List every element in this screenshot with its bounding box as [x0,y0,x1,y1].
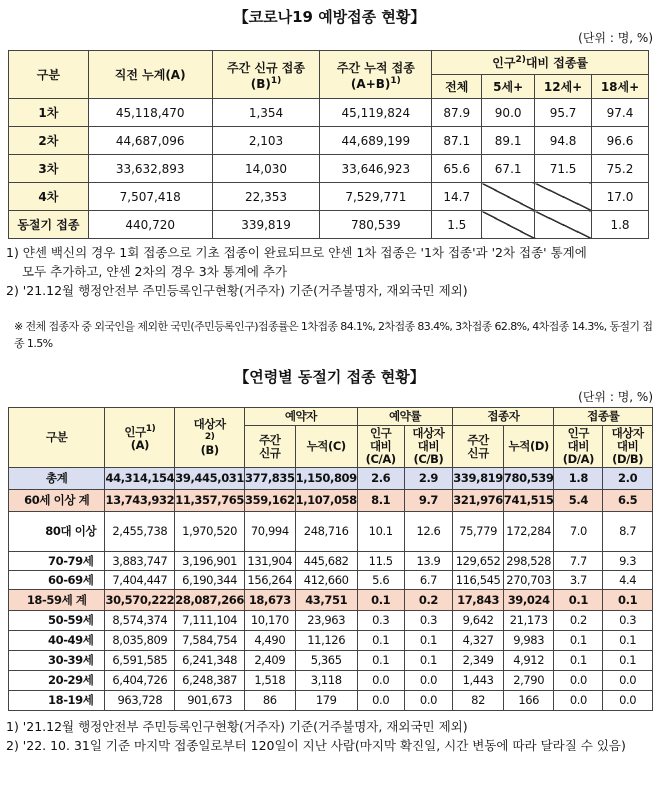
col-header-cum-d: 누적(D) [503,426,554,468]
cell-cum: 33,646,923 [320,155,432,183]
cell-prev: 33,632,893 [88,155,212,183]
cell-5plus: 90.0 [482,99,535,127]
cell-cb: 13.9 [404,552,453,571]
cell-vac-cum: 172,284 [503,512,554,552]
cell-res-weekly: 86 [245,691,296,711]
cell-all: 65.6 [432,155,482,183]
row-label: 1차 [9,99,89,127]
cell-target: 7,584,754 [175,631,245,651]
cell-da: 7.7 [554,552,603,571]
cell-ca: 0.3 [357,611,404,631]
cell-res-weekly: 18,673 [245,590,296,611]
cell-db: 4.4 [603,571,653,590]
unit-label-1: (단위 : 명, %) [578,31,653,45]
cell-pop: 963,728 [105,691,175,711]
col-header-da: 인구 대비 (D/A) [554,426,603,468]
col-header-target: 대상자 2) (B) [175,408,245,468]
table-row [9,127,649,155]
table-row [9,671,653,691]
cell-res-cum: 445,682 [295,552,357,571]
empty-diagonal-cell [482,211,535,239]
cell-vac-weekly: 9,642 [453,611,504,631]
cell-new: 339,819 [212,211,320,239]
cell-all: 1.5 [432,211,482,239]
table-row [9,631,653,651]
col-header-weekly-new-vac: 주간 신규 [453,426,504,468]
table-row [9,512,653,552]
footnotes-2 [0,717,659,755]
cell-cb: 9.7 [404,490,453,512]
row-label: 동절기 접종 [9,211,89,239]
cell-all: 87.9 [432,99,482,127]
row-label: 40-49세 [9,631,105,651]
cell-18plus: 97.4 [592,99,649,127]
cell-da: 0.1 [554,651,603,671]
col-header-weekly-cum: 주간 누적 접종 $(A+B)^{1)}$ [320,51,432,99]
cell-vac-weekly: 129,652 [453,552,504,571]
row-label: 총계 [9,468,105,490]
citizen-rate-note: ※ 전체 접종자 중 외국인을 제외한 국민(주민등록인구)접종률은 1차접종 84.1%, 2차접종 83.4%, 3차접종 62.8%, 4차접종 14.3%, 동절기 접종 1.5% [14,320,653,350]
cell-target: 11,357,765 [175,490,245,512]
cell-cb: 0.0 [404,671,453,691]
footnote: 1) 얀센 백신의 경우 1회 접종으로 기초 접종이 완료되므로 얀센 1차 접종은 '1차 접종'과 '2차 접종' 통계에 [6,245,587,260]
cell-vac-weekly: 17,843 [453,590,504,611]
col-header-total: 전체 [432,75,482,99]
col-header-weekly-new: 주간 신규 접종 $(B)^{1)}$ [212,51,320,99]
cell-ca: 8.1 [357,490,404,512]
cell-new: 2,103 [212,127,320,155]
cell-vac-weekly: 1,443 [453,671,504,691]
cell-db: 8.7 [603,512,653,552]
cell-res-weekly: 156,264 [245,571,296,590]
cell-res-cum: 1,107,058 [295,490,357,512]
footnote: 2) '21.12월 행정안전부 주민등록인구현황(거주자) 기준(거주불명자, 재외국민 제외) [6,283,468,298]
col-header-vaccination-rate: 접종률 [554,408,653,426]
col-header-db: 대상자 대비 (D/B) [603,426,653,468]
cell-target: 3,196,901 [175,552,245,571]
cell-res-cum: 248,716 [295,512,357,552]
row-label: 3차 [9,155,89,183]
cell-ca: 0.1 [357,651,404,671]
cell-db: 0.3 [603,611,653,631]
footnotes-1 [0,243,659,300]
page-title-2: 【연령별 동절기 접종 현황】 [234,368,425,386]
cell-cb: 0.2 [404,590,453,611]
cell-12plus: 94.8 [535,127,592,155]
cell-pop: 44,314,154 [105,468,175,490]
cell-vac-weekly: 116,545 [453,571,504,590]
cell-cum: 44,689,199 [320,127,432,155]
cell-new: 14,030 [212,155,320,183]
cell-ca: 0.1 [357,631,404,651]
cell-all: 14.7 [432,183,482,211]
cell-prev: 45,118,470 [88,99,212,127]
cell-ca: 0.0 [357,691,404,711]
cell-pop: 8,035,809 [105,631,175,651]
cell-db: 0.0 [603,671,653,691]
col-header-population: 인구$^{1)}$ (A) [105,408,175,468]
col-header-cb: 대상자 대비 (C/B) [404,426,453,468]
cell-db: 0.1 [603,590,653,611]
cell-target: 6,248,387 [175,671,245,691]
empty-diagonal-cell [535,211,592,239]
col-header-reservation-rate: 예약률 [357,408,453,426]
cell-prev: 440,720 [88,211,212,239]
cell-vac-weekly: 339,819 [453,468,504,490]
cell-cb: 12.6 [404,512,453,552]
cell-res-cum: 43,751 [295,590,357,611]
footnote: 2) '22. 10. 31일 기준 마지막 접종일로부터 120일이 지난 사람(마지막 확진일, 시간 변동에 따라 달라질 수 있음) [6,738,626,753]
row-label: 2차 [9,127,89,155]
cell-target: 1,970,520 [175,512,245,552]
table-row [9,611,653,631]
row-label: 18-19세 [9,691,105,711]
cell-res-weekly: 359,162 [245,490,296,512]
cell-vac-cum: 298,528 [503,552,554,571]
table-row [9,99,649,127]
cell-pop: 13,743,932 [105,490,175,512]
cell-prev: 7,507,418 [88,183,212,211]
cell-da: 0.1 [554,590,603,611]
cell-vac-cum: 166 [503,691,554,711]
cell-all: 87.1 [432,127,482,155]
cell-target: 28,087,266 [175,590,245,611]
empty-diagonal-cell [482,183,535,211]
cell-vac-weekly: 321,976 [453,490,504,512]
row-label: 80대 이상 [9,512,105,552]
cell-res-cum: 23,963 [295,611,357,631]
cell-db: 0.1 [603,651,653,671]
page-title-1: 【코로나19 예방접종 현황】 [233,8,426,26]
unit-label-2: (단위 : 명, %) [578,390,653,404]
cell-pop: 3,883,747 [105,552,175,571]
row-label: 4차 [9,183,89,211]
cell-da: 5.4 [554,490,603,512]
cell-vac-cum: 21,173 [503,611,554,631]
cell-db: 2.0 [603,468,653,490]
cell-res-weekly: 1,518 [245,671,296,691]
row-label: 30-39세 [9,651,105,671]
cell-pop: 6,404,726 [105,671,175,691]
col-header-gubun: 구분 [9,51,89,99]
table-row-group [9,490,653,512]
cell-da: 0.2 [554,611,603,631]
cell-18plus: 96.6 [592,127,649,155]
table-row [9,183,649,211]
cell-res-cum: 412,660 [295,571,357,590]
cell-cb: 0.1 [404,651,453,671]
cell-res-cum: 3,118 [295,671,357,691]
vaccination-status-table [8,50,649,239]
cell-res-cum: 11,126 [295,631,357,651]
cell-target: 901,673 [175,691,245,711]
cell-res-weekly: 4,490 [245,631,296,651]
cell-res-cum: 179 [295,691,357,711]
col-header-vaccinated: 접종자 [453,408,554,426]
cell-target: 39,445,031 [175,468,245,490]
cell-da: 3.7 [554,571,603,590]
row-label: 70-79세 [9,552,105,571]
cell-vac-cum: 9,983 [503,631,554,651]
col-header-18plus: 18세+ [592,75,649,99]
cell-18plus: 1.8 [592,211,649,239]
table-row [9,651,653,671]
table-row [9,155,649,183]
cell-ca: 2.6 [357,468,404,490]
cell-cb: 0.1 [404,631,453,651]
col-header-5plus: 5세+ [482,75,535,99]
cell-vac-cum: 780,539 [503,468,554,490]
col-header-prev-total: 직전 누계(A) [88,51,212,99]
table-row-group [9,590,653,611]
cell-pop: 6,591,585 [105,651,175,671]
col-header-weekly-new-res: 주간 신규 [245,426,296,468]
col-header-gubun: 구분 [9,408,105,468]
cell-5plus: 89.1 [482,127,535,155]
cell-res-weekly: 2,409 [245,651,296,671]
cell-vac-cum: 39,024 [503,590,554,611]
age-group-winter-table [8,407,653,711]
row-label: 50-59세 [9,611,105,631]
cell-res-weekly: 10,170 [245,611,296,631]
cell-vac-cum: 4,912 [503,651,554,671]
cell-new: 1,354 [212,99,320,127]
empty-diagonal-cell [535,183,592,211]
cell-pop: 30,570,222 [105,590,175,611]
cell-target: 6,190,344 [175,571,245,590]
row-label: 60세 이상 계 [9,490,105,512]
cell-target: 7,111,104 [175,611,245,631]
cell-18plus: 17.0 [592,183,649,211]
cell-5plus: 67.1 [482,155,535,183]
row-label: 60-69세 [9,571,105,590]
table-row [9,691,653,711]
cell-cum: 780,539 [320,211,432,239]
cell-cum: 7,529,771 [320,183,432,211]
cell-12plus: 71.5 [535,155,592,183]
cell-res-weekly: 377,835 [245,468,296,490]
cell-db: 0.0 [603,691,653,711]
cell-target: 6,241,348 [175,651,245,671]
cell-cb: 2.9 [404,468,453,490]
row-label: 20-29세 [9,671,105,691]
cell-vac-cum: 741,515 [503,490,554,512]
cell-ca: 5.6 [357,571,404,590]
table-row [9,211,649,239]
cell-ca: 0.0 [357,671,404,691]
cell-res-weekly: 70,994 [245,512,296,552]
cell-db: 0.1 [603,631,653,651]
cell-vac-weekly: 2,349 [453,651,504,671]
cell-da: 0.0 [554,691,603,711]
cell-vac-cum: 270,703 [503,571,554,590]
cell-vac-weekly: 82 [453,691,504,711]
cell-pop: 8,574,374 [105,611,175,631]
cell-pop: 2,455,738 [105,512,175,552]
cell-vac-weekly: 75,779 [453,512,504,552]
cell-res-cum: 5,365 [295,651,357,671]
cell-da: 1.8 [554,468,603,490]
col-header-12plus: 12세+ [535,75,592,99]
col-header-reservers: 예약자 [245,408,358,426]
cell-cb: 0.3 [404,611,453,631]
cell-cb: 0.0 [404,691,453,711]
cell-cb: 6.7 [404,571,453,590]
table-row [9,571,653,590]
cell-db: 9.3 [603,552,653,571]
footnote: 1) '21.12월 행정안전부 주민등록인구현황(거주자) 기준(거주불명자, 재외국민 제외) [6,719,468,734]
cell-cum: 45,119,824 [320,99,432,127]
cell-da: 0.0 [554,671,603,691]
cell-res-cum: 1,150,809 [295,468,357,490]
col-header-ca: 인구 대비 (C/A) [357,426,404,468]
cell-12plus: 95.7 [535,99,592,127]
footnote: 모두 추가하고, 얀센 2차의 경우 3차 통계에 추가 [22,264,288,279]
cell-18plus: 75.2 [592,155,649,183]
table-row-total [9,468,653,490]
row-label: 18-59세 계 [9,590,105,611]
cell-vac-weekly: 4,327 [453,631,504,651]
cell-prev: 44,687,096 [88,127,212,155]
col-header-pop-rate: 인구$^{2)}$대비 접종률 [432,51,649,75]
cell-ca: 11.5 [357,552,404,571]
cell-vac-cum: 2,790 [503,671,554,691]
cell-da: 7.0 [554,512,603,552]
col-header-cum-c: 누적(C) [295,426,357,468]
cell-da: 0.1 [554,631,603,651]
cell-ca: 0.1 [357,590,404,611]
cell-pop: 7,404,447 [105,571,175,590]
cell-new: 22,353 [212,183,320,211]
cell-res-weekly: 131,904 [245,552,296,571]
cell-db: 6.5 [603,490,653,512]
table-row [9,552,653,571]
cell-ca: 10.1 [357,512,404,552]
